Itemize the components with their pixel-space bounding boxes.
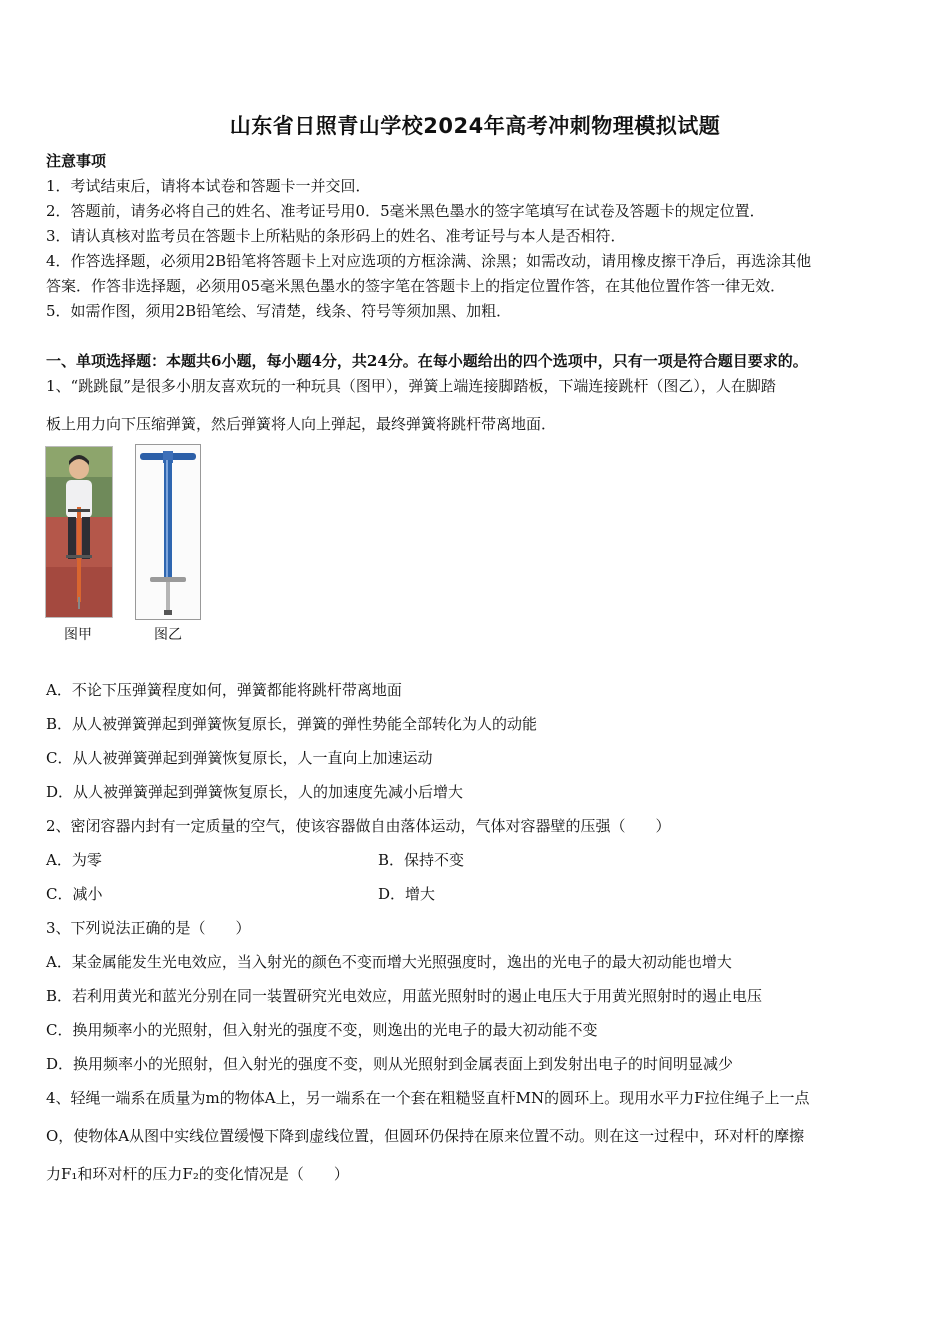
option-c[interactable]: C．换用频率小的光照射，但入射光的强度不变，则逸出的光电子的最大初动能不变 [46,1021,598,1039]
option-a[interactable]: A．某金属能发生光电效应，当入射光的颜色不变而增大光照强度时，逸出的光电子的最大初动能也增大 [46,953,732,971]
option-b[interactable]: B．若利用黄光和蓝光分别在同一装置研究光电效应，用蓝光照射时的遏止电压大于用黄光照射时的遏止电压 [46,987,763,1005]
question-4-stem: O，使物体A从图中实线位置缓慢下降到虚线位置，但圆环仍保持在原来位置不动。则在这一过程中，环对杆的摩擦 [46,1127,805,1145]
pogo-stick-image [136,445,200,619]
figure-a-caption: 图甲 [64,627,92,643]
notice-item: 5．如需作图，须用2B铅笔绘、写清楚，线条、符号等须加黑、加粗． [46,302,512,320]
figure-a-photo [45,446,113,618]
notice-item: 1．考试结束后，请将本试卷和答题卡一并交回． [46,177,371,195]
page-title: 山东省日照青山学校2024年高考冲刺物理模拟试题 [229,114,721,138]
option-d[interactable]: D．增大 [378,885,436,903]
question-1-stem: 板上用力向下压缩弹簧，然后弹簧将人向上弹起，最终弹簧将跳杆带离地面． [46,415,557,433]
option-c[interactable]: C．从人被弹簧弹起到弹簧恢复原长，人一直向上加速运动 [46,749,433,767]
option-d[interactable]: D．从人被弹簧弹起到弹簧恢复原长，人的加速度先减小后增大 [46,783,464,801]
figure-b-caption: 图乙 [154,627,182,643]
option-d[interactable]: D．换用频率小的光照射，但入射光的强度不变，则从光照射到金属表面上到发射出电子的时间明显减少 [46,1055,734,1073]
notice-item: 3．请认真核对监考员在答题卡上所粘贴的条形码上的姓名、准考证号与本人是否相符． [46,227,626,245]
child-on-pogo-image [46,447,112,617]
option-b[interactable]: B．从人被弹簧弹起到弹簧恢复原长，弹簧的弹性势能全部转化为人的动能 [46,715,538,733]
question-1-stem: 1、“跳跳鼠”是很多小朋友喜欢玩的一种玩具（图甲），弹簧上端连接脚踏板，下端连接跳杆（图乙），人在脚踏 [46,377,776,395]
option-c[interactable]: C．减小 [46,885,103,903]
question-3-stem: 3、下列说法正确的是（ ） [46,919,251,937]
notice-item: 4．作答选择题，必须用2B铅笔将答题卡上对应选项的方框涂满、涂黑；如需改动，请用橡皮擦干净后，再选涂其他 [46,252,812,270]
notice-item: 2．答题前，请务必将自己的姓名、准考证号用0．5毫米黑色墨水的签字笔填写在试卷及答题卡的规定位置． [46,202,765,220]
question-4-stem: 力F₁和环对杆的压力F₂的变化情况是（ ） [46,1165,349,1183]
figure-b-photo [135,444,201,620]
option-a[interactable]: A．不论下压弹簧程度如何，弹簧都能将跳杆带离地面 [46,681,402,699]
notice-heading: 注意事项 [46,152,107,170]
section-heading: 一、单项选择题：本题共6小题，每小题4分，共24分。在每小题给出的四个选项中，只有一项是符合题目要求的。 [46,352,808,370]
notice-item: 答案．作答非选择题，必须用05毫米黑色墨水的签字笔在答题卡上的指定位置作答，在其他位置作答一律无效． [46,277,786,295]
question-2-stem: 2、密闭容器内封有一定质量的空气，使该容器做自由落体运动，气体对容器壁的压强（ ） [46,817,671,835]
option-b[interactable]: B．保持不变 [378,851,465,869]
option-a[interactable]: A．为零 [46,851,102,869]
question-4-stem: 4、轻绳一端系在质量为m的物体A上，另一端系在一个套在粗糙竖直杆MN的圆环上。现用水平力F拉住绳子上一点 [46,1089,810,1107]
